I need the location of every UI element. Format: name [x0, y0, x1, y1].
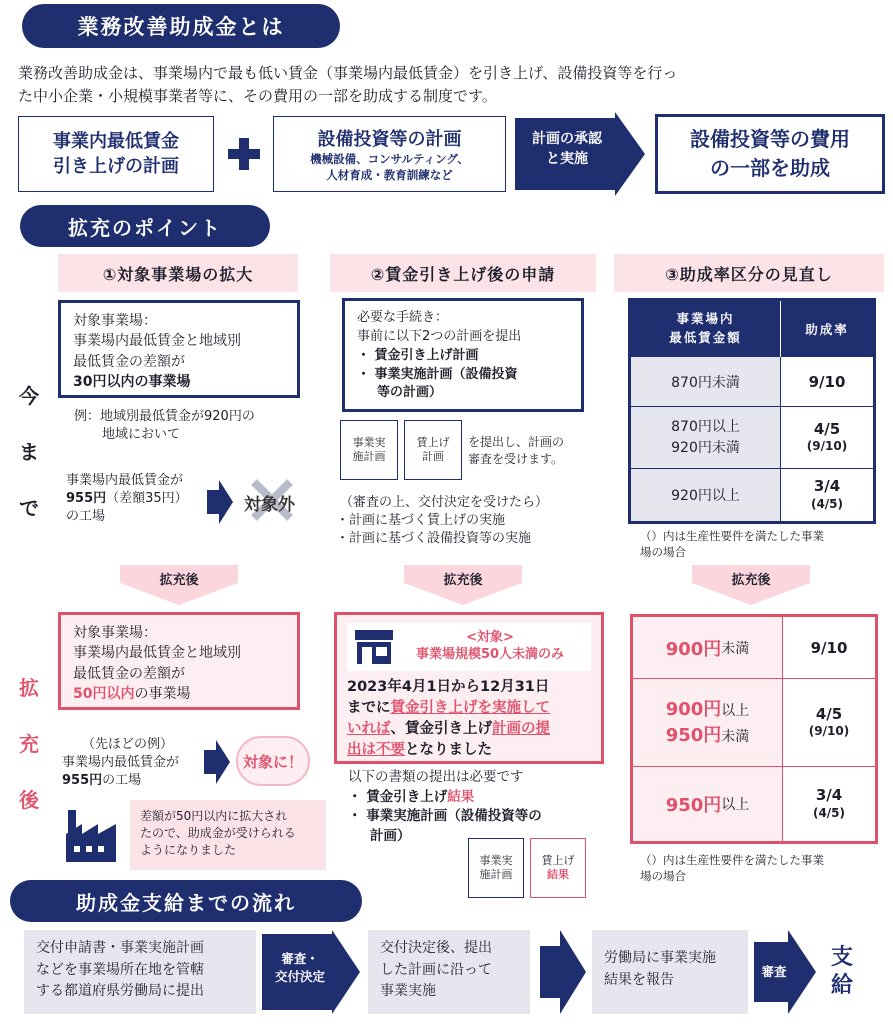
approval-arrow-label: 計画の承認 と実施 — [532, 131, 602, 167]
row-label-before: 今 ま で — [19, 384, 39, 520]
target-banner: <対象> 事業場規模50人未満のみ — [347, 623, 591, 671]
subsidy-result-box: 設備投資等の費用 の一部を助成 — [655, 114, 885, 194]
factory-icon — [62, 806, 120, 864]
col1-expand-label: 拡充後 — [159, 573, 199, 588]
doc-business-plan-2: 事業実 施計画 — [468, 838, 524, 898]
rate-row: 920円以上 3/4 (4/5) — [631, 469, 873, 521]
col2-expand-label: 拡充後 — [443, 573, 483, 588]
flow-arrow-review-label: 審査・ 交付決定 — [274, 951, 325, 985]
rate-row: 900円 未満 9/10 — [633, 617, 875, 679]
doc-business-plan: 事業実 施計画 — [340, 420, 398, 480]
col3-after-table — [630, 614, 878, 844]
excluded-label: 対象外 — [244, 495, 295, 515]
col3-title: ③助成率区分の見直し — [614, 254, 884, 292]
col2-steps: （審査の上、交付決定を受けたら） ・計画に基づく賃上げの実施 ・計画に基づく設備投資等の実施 — [336, 495, 549, 547]
wage-plan-box: 事業内最低賃金 引き上げの計画 — [18, 116, 214, 192]
col3-expand-label: 拡充後 — [731, 573, 771, 588]
col3-before-table: 事業場内 最低賃金額 助成率 870円未満 9/10 870円以上 920円未満 4/5 (9/10) 920円以上 3/4 (4/5) — [628, 298, 876, 524]
col1-after-box: 対象事業場： 事業場内最低賃金と地域別 最低賃金の差額が 50円以内の事業場 — [58, 612, 300, 710]
doc-wage-result: 賃上げ 結果 — [530, 838, 586, 898]
col1-title: ①対象事業場の拡大 — [58, 254, 298, 292]
flow-final-payment: 支 給 — [830, 945, 853, 998]
col1-before-box: 対象事業場： 事業場内最低賃金と地域別 最低賃金の差額が 30円以内の事業場 — [58, 300, 300, 398]
section-title-points: 拡充のポイント — [20, 205, 270, 247]
col3-note-after: （）内は生産性要件を満たした事業 場の場合 — [640, 853, 824, 884]
rate-row: 870円未満 9/10 — [631, 357, 873, 407]
col1-example: 例：地域別最低賃金が920円の 地域において — [74, 409, 255, 443]
flow-step-apply: 交付申請書・事業実施計画 などを事業場所在地を管轄 する都道府県労働局に提出 — [24, 930, 256, 1014]
flow-step-report: 労働局に事業実施 結果を報告 — [592, 930, 748, 1014]
col2-after-text: 2023年4月1日から12月31日 までに賃金引き上げを実施して いれば、賃金引き上げ計画の提 出は不要となりました — [347, 679, 550, 759]
flow-arrow-plain — [540, 930, 586, 1014]
flow-step-implement: 交付決定後、提出 した計画に沿って 事業実施 — [368, 930, 530, 1014]
section-title-about: 業務改善助成金とは — [22, 4, 340, 48]
included-badge: 対象に！ — [236, 736, 310, 786]
plus-icon — [226, 136, 262, 172]
col1-case: 事業場内最低賃金が 955円（差額35円） の工場 — [66, 473, 188, 525]
col2-submit-text: を提出し、計画の 審査を受けます。 — [468, 435, 565, 466]
investment-plan-box: 設備投資等の計画 機械設備、コンサルティング、 人材育成・教育訓練など — [273, 116, 506, 192]
rate-row: 900円以上 950円未満 4/5 (9/10) — [633, 679, 875, 767]
col2-after-box — [334, 612, 604, 764]
col2-needed: 以下の書類の提出は必要です ・ 賃金引き上げ結果 ・ 事業実施計画（設備投資等の 計画） — [348, 769, 542, 844]
col1-after-arrow — [204, 740, 230, 784]
col1-note: 差額が50円以内に拡大され たので、助成金が受けられる ようになりました — [130, 800, 326, 870]
col2-before-box: 必要な手続き： 事前に以下2つの計画を提出 ・ 賃金引き上げ計画 ・ 事業実施計画（設備投資 等の計画） — [342, 298, 584, 412]
col2-title: ②賃金引き上げ後の申請 — [330, 254, 596, 292]
rate-row: 870円以上 920円未満 4/5 (9/10) — [631, 407, 873, 469]
rate-row: 950円 以上 3/4 (4/5) — [633, 767, 875, 841]
col1-after-case: （先ほどの例） 事業場内最低賃金が 955円の工場 — [62, 737, 180, 789]
doc-wage-plan: 賃上げ 計画 — [404, 420, 462, 480]
intro-text: 業務改善助成金は、事業場内で最も低い賃金（事業場内最低賃金）を引き上げ、設備投資等を行っ た中小企業・小規模事業者等に、その費用の一部を助成する制度です。 — [18, 64, 678, 106]
flow-arrow-final-review-label: 審査 — [761, 964, 787, 979]
row-label-after: 拡 充 後 — [19, 676, 39, 812]
shop-icon — [353, 628, 395, 666]
section-title-flow: 助成金支給までの流れ — [10, 880, 362, 922]
col1-case-arrow — [207, 480, 233, 524]
col3-note-before: （）内は生産性要件を満たした事業 場の場合 — [640, 529, 824, 560]
